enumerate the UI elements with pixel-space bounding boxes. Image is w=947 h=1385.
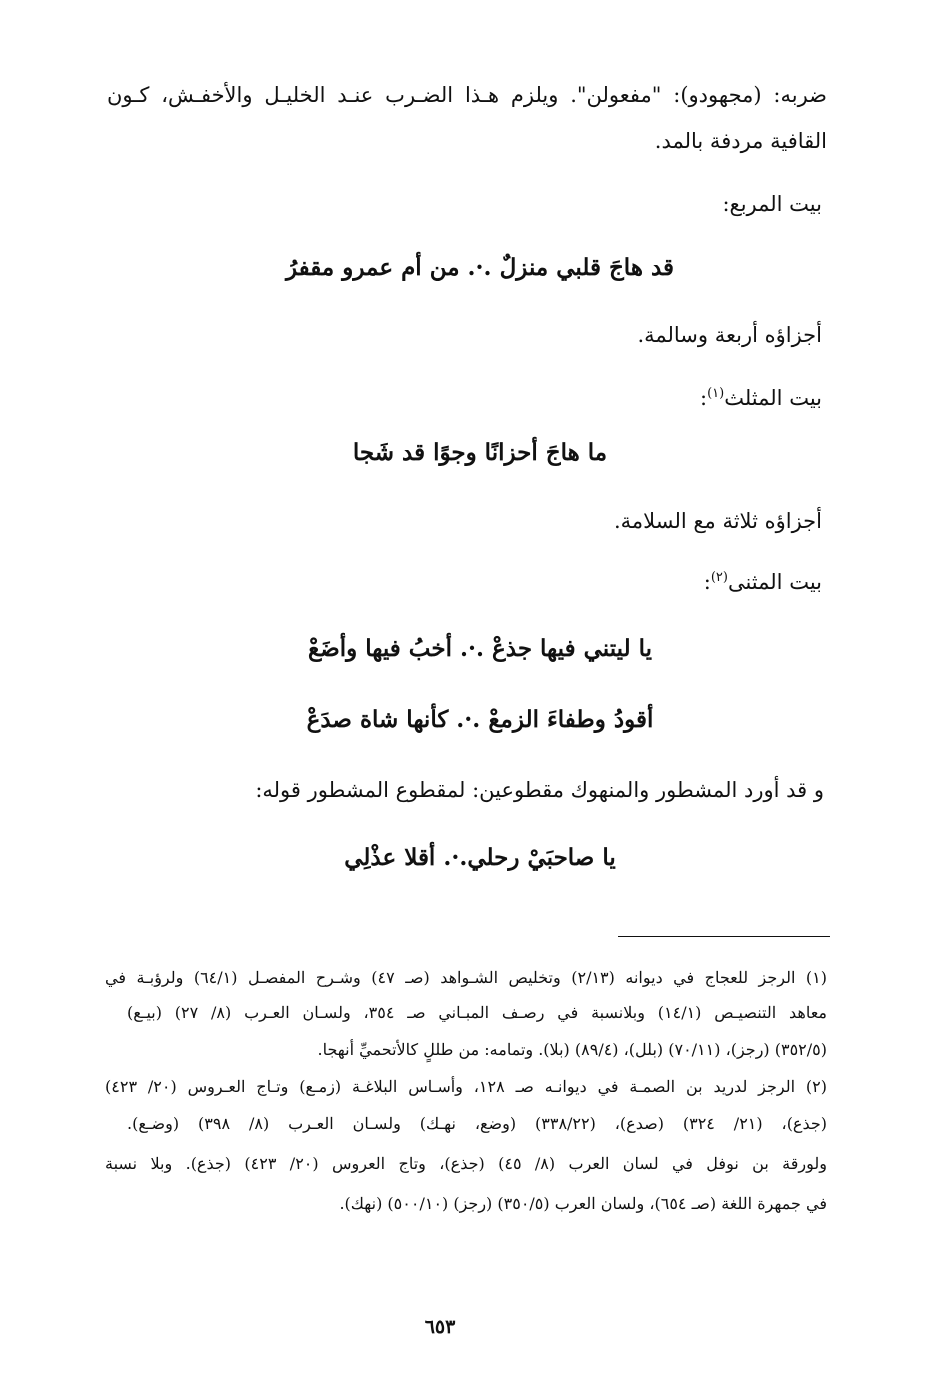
section-label-murabba: بيت المربع: bbox=[722, 192, 822, 216]
footnote-2-line: (جذع)، (٢١/ ٣٢٤) (صدع)، (٣٣٨/٢٢) (وضع، نهـك) ولسـان العـرب (٨/ ٣٩٨) (وضـع). bbox=[127, 1114, 828, 1133]
note-murabba: أجزاؤه أربعة وسالمة. bbox=[637, 323, 822, 347]
footnote-2-line: في جمهرة اللغة (صـ ٦٥٤)، ولسان العرب (٣٥٠/٥) (رجز) (٥٠٠/١٠) (نهك). bbox=[339, 1194, 827, 1213]
footnote-1-line: معاهد التنصيـص (١٤/١) وبلانسبة في رصـف المبـاني صـ ٣٥٤، ولسـان العـرب (٨/ ٢٧) (بيـع) bbox=[127, 1003, 828, 1022]
label-colon: : bbox=[700, 386, 708, 410]
page-number: ٦٥٣ bbox=[424, 1316, 456, 1338]
footnote-1-line: (١) الرجز للعجاج في ديوانه (٢/١٣) وتخليص الشـواهد (صـ ٤٧) وشـرح المفصـل (٦٤/١) ولرؤبـة في bbox=[105, 968, 827, 987]
paragraph-line: القافية مردفة بالمد. bbox=[654, 129, 827, 153]
verse-mashtur: يا صاحبَيْ رحلي.·. أقلا عذْلِي bbox=[344, 844, 616, 871]
footnote-1-line: (٣٥٢/٥) (رجز)، (٧٠/١١) (بلل)، (٨٩/٤) (بلا). وتمامه: من طللٍ كالأتحميِّ أنهجا. bbox=[317, 1040, 827, 1059]
verse-murabba: قد هاجَ قلبي منزلٌ .·. من أم عمرو مقفرُ bbox=[285, 254, 675, 281]
label-text: بيت المثنى bbox=[727, 570, 822, 594]
verse-muthallath: ما هاجَ أحزانًا وجوًا قد شَجا bbox=[352, 439, 608, 466]
footnote-separator bbox=[618, 936, 830, 937]
footnote-ref-1[interactable]: (١) bbox=[707, 386, 725, 401]
footnote-ref-2[interactable]: (٢) bbox=[710, 570, 728, 585]
verse-muthanna-second: أقودُ وطفاءَ الزمعْ .·. كأنها شاة صدَعْ bbox=[306, 706, 654, 733]
note-muthallath: أجزاؤه ثلاثة مع السلامة. bbox=[614, 509, 822, 533]
mashtur-intro: و قد أورد المشطور والمنهوك مقطوعين: لمقطوع المشطور قوله: bbox=[255, 778, 824, 802]
paragraph-line: ضربه: (مجهودو): "مفعولن". ويلزم هـذا الضـرب عنـد الخليـل والأخفـش، كـون bbox=[107, 83, 827, 107]
section-label-muthanna bbox=[102, 567, 822, 597]
verse-muthanna-first: يا ليتني فيها جذعْ .·. أخبُ فيها وأضَعْ bbox=[307, 635, 653, 662]
label-colon: : bbox=[703, 570, 711, 594]
footnote-2-line: ولورقة بن نوفل في لسان العرب (٨/ ٤٥) (جذع)، وتاج العروس (٢٠/ ٤٢٣) (جذع). وبلا نسبة bbox=[105, 1154, 827, 1173]
footnote-2-line: (٢) الرجز لدريد بن الصمـة في ديوانـه صـ ١٢٨، وأسـاس البلاغـة (زمـع) وتـاج العـروس (٢٠/ ٤٢٣) bbox=[105, 1077, 827, 1096]
label-text: بيت المثلث bbox=[724, 386, 822, 410]
section-label-muthallath bbox=[102, 383, 822, 413]
